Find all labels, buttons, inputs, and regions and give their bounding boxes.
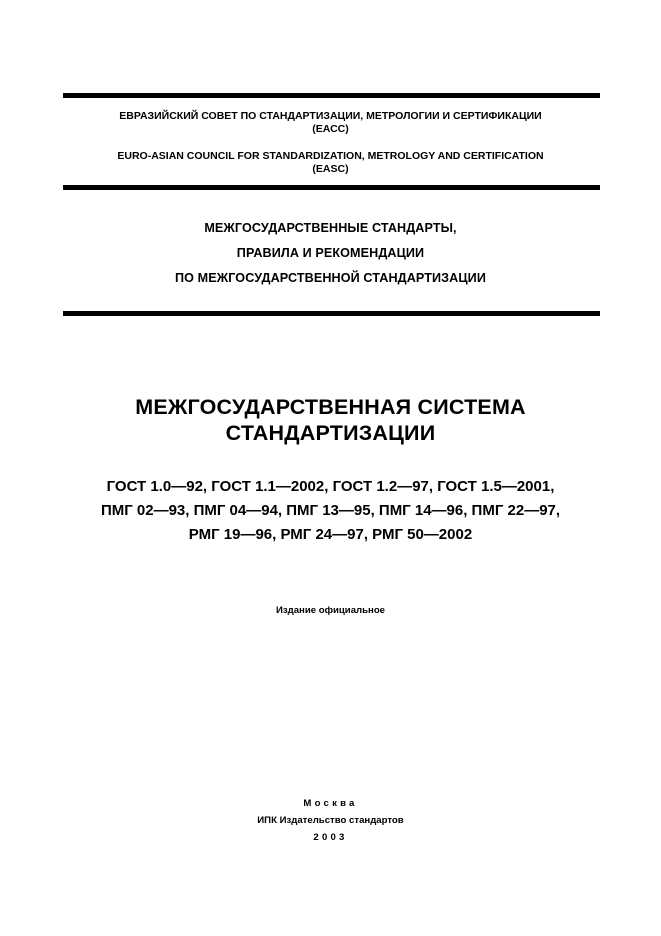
standards-list-line-1: ГОСТ 1.0—92, ГОСТ 1.1—2002, ГОСТ 1.2—97, ГОСТ 1.5—2001, (106, 478, 555, 495)
middle-rule (63, 185, 600, 190)
series-title-line-3: ПО МЕЖГОСУДАРСТВЕННОЙ СТАНДАРТИЗАЦИИ (175, 271, 486, 285)
main-title-line-2: СТАНДАРТИЗАЦИИ (225, 421, 436, 445)
series-title-line-2: ПРАВИЛА И РЕКОМЕНДАЦИИ (236, 246, 425, 260)
imprint-publisher: ИПК Издательство стандартов (257, 815, 404, 826)
bottom-rule (63, 311, 600, 316)
council-abbr-en: (EASC) (312, 163, 349, 175)
main-title-line-1: МЕЖГОСУДАРСТВЕННАЯ СИСТЕМА (135, 395, 526, 419)
standards-list-line-2: ПМГ 02—93, ПМГ 04—94, ПМГ 13—95, ПМГ 14—96, ПМГ 22—97, (100, 502, 561, 519)
council-name-ru: ЕВРАЗИЙСКИЙ СОВЕТ ПО СТАНДАРТИЗАЦИИ, МЕТРОЛОГИИ И СЕРТИФИКАЦИИ (119, 110, 542, 122)
series-title-line-1: МЕЖГОСУДАРСТВЕННЫЕ СТАНДАРТЫ, (204, 221, 457, 235)
top-rule (63, 93, 600, 98)
imprint-year: 2003 (313, 832, 348, 843)
edition-label: Издание официальное (275, 605, 386, 616)
council-abbr-ru: (ЕАСС) (312, 123, 349, 135)
imprint-city: Москва (303, 798, 358, 809)
council-name-en: EURO-ASIAN COUNCIL FOR STANDARDIZATION, METROLOGY AND CERTIFICATION (117, 150, 544, 162)
standards-list-line-3: РМГ 19—96, РМГ 24—97, РМГ 50—2002 (188, 526, 473, 543)
